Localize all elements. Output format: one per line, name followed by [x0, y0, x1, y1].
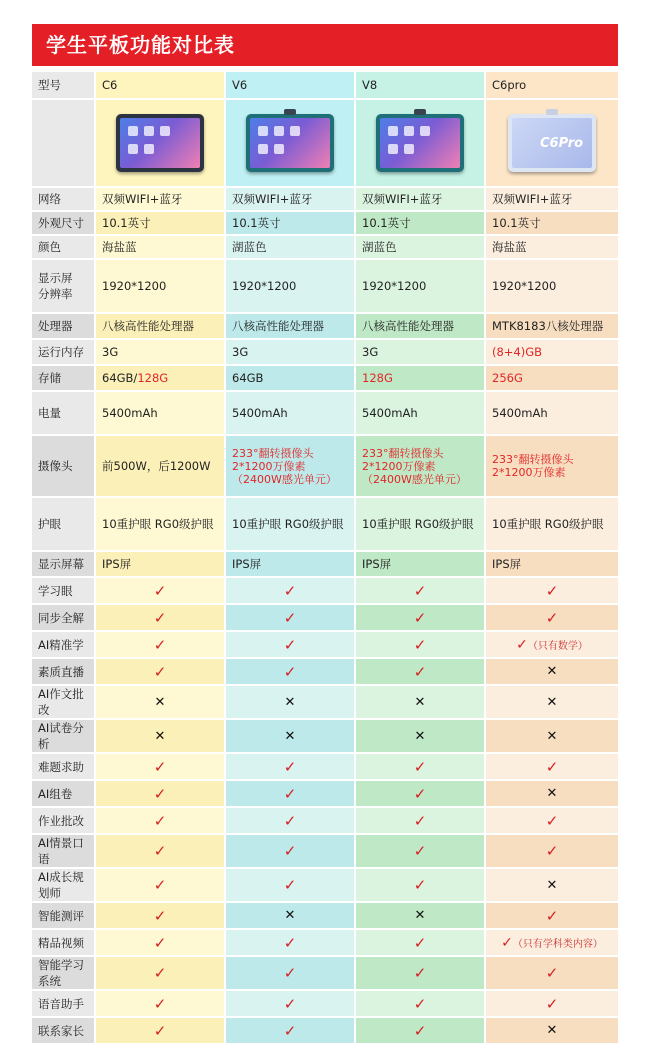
check-mark-icon: ✓ [283, 757, 297, 776]
camera-line: 2*1200万像素 [232, 459, 306, 473]
row-label: 电量 [32, 392, 96, 434]
check-mark-icon: ✓ [153, 933, 167, 952]
check-mark-icon: ✓ [413, 635, 427, 654]
check-mark-icon [226, 991, 356, 1016]
check-mark-icon: ✓ [545, 581, 559, 600]
spec-value: 双频WIFI+蓝牙 [356, 188, 486, 210]
feature-row [32, 1018, 618, 1043]
check-mark-icon [356, 754, 486, 779]
cross-mark-icon: ✕ [546, 694, 558, 710]
spec-value: 5400mAh [356, 392, 486, 434]
camera-line: 233°翻转摄像头 [232, 446, 314, 460]
product-image-label: C6Pro [540, 136, 584, 151]
row-label [32, 100, 96, 186]
spec-value: 1920*1200 [356, 260, 486, 312]
cross-mark-icon [486, 686, 618, 718]
check-mark-icon: ✓ [153, 581, 167, 600]
cross-mark-icon: ✕ [414, 694, 426, 710]
check-mark-icon [486, 835, 618, 867]
cross-mark-icon: ✕ [546, 786, 558, 801]
check-mark-icon [226, 930, 356, 955]
cross-mark-icon [226, 686, 356, 718]
spec-value: 64GB [226, 366, 356, 390]
check-mark-icon: ✓ [283, 581, 297, 600]
check-mark-icon [96, 781, 226, 806]
spec-value: 3G [356, 340, 486, 364]
spec-row-storage [32, 366, 618, 390]
cross-mark-icon [356, 720, 486, 752]
check-mark-icon [96, 659, 226, 684]
cross-mark-icon [486, 781, 618, 806]
cross-mark-icon [96, 720, 226, 752]
model-name-c6pro: C6pro [486, 72, 618, 98]
check-mark-icon: ✓ [413, 608, 427, 627]
check-mark-icon [356, 659, 486, 684]
check-mark-icon: ✓ [153, 906, 167, 925]
check-mark-icon [226, 659, 356, 684]
check-mark-icon [226, 605, 356, 630]
spec-row-processor [32, 314, 618, 338]
spec-value: 海盐蓝 [96, 236, 226, 258]
feature-row [32, 781, 618, 806]
spec-value: 10重护眼 RG0级护眼 [356, 498, 486, 550]
check-mark-icon [226, 957, 356, 989]
spec-value: 双频WIFI+蓝牙 [226, 188, 356, 210]
feature-row [32, 632, 618, 657]
spec-row-resolution [32, 260, 618, 312]
check-mark-icon [96, 957, 226, 989]
spec-value: 八核高性能处理器 [96, 314, 226, 338]
check-mark-icon: ✓ [153, 757, 167, 776]
spec-value: 10重护眼 RG0级护眼 [226, 498, 356, 550]
spec-row-camera [32, 436, 618, 496]
row-label: 难题求助 [32, 754, 96, 779]
check-mark-icon [356, 869, 486, 901]
feature-row [32, 957, 618, 989]
check-mark-icon: ✓ [153, 662, 167, 681]
check-mark-icon: ✓ [413, 1021, 427, 1040]
spec-value: 双频WIFI+蓝牙 [96, 188, 226, 210]
row-label: AI情景口语 [32, 835, 96, 867]
check-mark-icon: ✓ [545, 964, 559, 982]
check-mark-icon [356, 781, 486, 806]
check-mark-icon: ✓ [283, 933, 297, 952]
camera-line: （2400W感光单元） [362, 472, 467, 486]
check-mark-icon: ✓ [283, 784, 297, 803]
spec-value: MTK8183八核处理器 [486, 314, 618, 338]
cross-mark-icon: ✕ [284, 694, 296, 710]
check-mark-icon [96, 835, 226, 867]
check-mark-icon [486, 930, 618, 955]
check-mark-icon: ✓ [283, 994, 297, 1013]
check-mark-icon [356, 835, 486, 867]
check-mark-icon: ✓ [545, 811, 559, 830]
feature-row [32, 808, 618, 833]
check-mark-icon [226, 781, 356, 806]
spec-value: IPS屏 [356, 552, 486, 576]
check-mark-icon [226, 808, 356, 833]
check-mark-icon: ✓ [283, 1021, 297, 1040]
check-mark-icon [356, 991, 486, 1016]
page-title: 学生平板功能对比表 [32, 24, 618, 66]
spec-value: IPS屏 [486, 552, 618, 576]
feature-row [32, 720, 618, 752]
spec-value: 10重护眼 RG0级护眼 [486, 498, 618, 550]
product-image-v6 [226, 100, 356, 186]
feature-note: （只有学科类内容） [512, 938, 603, 950]
product-image-v8 [356, 100, 486, 186]
cross-mark-icon [356, 686, 486, 718]
feature-row [32, 869, 618, 901]
check-mark-icon: ✓ [413, 662, 427, 681]
cross-mark-icon: ✕ [414, 728, 426, 744]
camera-line: 2*1200万像素 [362, 459, 436, 473]
spec-row-color [32, 236, 618, 258]
model-name-v6: V6 [226, 72, 356, 98]
check-mark-icon [96, 605, 226, 630]
model-name-v8: V8 [356, 72, 486, 98]
cross-mark-icon: ✕ [546, 1023, 558, 1038]
spec-value: IPS屏 [96, 552, 226, 576]
cross-mark-icon [96, 686, 226, 718]
check-mark-icon [96, 869, 226, 901]
row-label: AI精准学 [32, 632, 96, 657]
check-mark-icon: ✓ [413, 964, 427, 982]
cross-mark-icon: ✕ [546, 728, 558, 744]
feature-row [32, 991, 618, 1016]
product-image-c6 [96, 100, 226, 186]
row-label: AI成长规划师 [32, 869, 96, 901]
check-mark-icon [486, 991, 618, 1016]
spec-row-network [32, 188, 618, 210]
spec-value [356, 436, 486, 496]
row-label: AI试卷分析 [32, 720, 96, 752]
check-mark-icon [356, 578, 486, 603]
check-mark-icon [486, 632, 618, 657]
cross-mark-icon: ✕ [154, 694, 166, 710]
spec-value: 3G [96, 340, 226, 364]
row-label: 型号 [32, 72, 96, 98]
cross-mark-icon [356, 903, 486, 928]
spec-value: 湖蓝色 [356, 236, 486, 258]
feature-row [32, 835, 618, 867]
check-mark-icon [96, 578, 226, 603]
feature-row [32, 659, 618, 684]
row-label: AI作文批改 [32, 686, 96, 718]
spec-value: 5400mAh [96, 392, 226, 434]
check-mark-icon [96, 808, 226, 833]
product-image-c6pro [486, 100, 618, 186]
cross-mark-icon [486, 659, 618, 684]
row-label: 语音助手 [32, 991, 96, 1016]
spec-value: 海盐蓝 [486, 236, 618, 258]
row-label: 素质直播 [32, 659, 96, 684]
cross-mark-icon: ✕ [154, 728, 166, 744]
check-mark-icon: ✓ [283, 811, 297, 830]
row-label: 外观尺寸 [32, 212, 96, 234]
row-label [32, 260, 96, 312]
spec-value: 3G [226, 340, 356, 364]
row-label: AI组卷 [32, 781, 96, 806]
spec-value: 256G [486, 366, 618, 390]
row-label: 学习眼 [32, 578, 96, 603]
spec-value: 湖蓝色 [226, 236, 356, 258]
spec-value: 5400mAh [486, 392, 618, 434]
spec-value: 10.1英寸 [356, 212, 486, 234]
model-header-row [32, 72, 618, 98]
spec-value: 1920*1200 [486, 260, 618, 312]
check-mark-icon: ✓ [545, 994, 559, 1013]
spec-value: 10.1英寸 [226, 212, 356, 234]
row-label: 显示屏幕 [32, 552, 96, 576]
check-mark-icon [96, 903, 226, 928]
check-mark-icon: ✓ [413, 581, 427, 600]
check-mark-icon: ✓ [501, 934, 513, 951]
spec-value: 5400mAh [226, 392, 356, 434]
spec-row-eye [32, 498, 618, 550]
row-label: 网络 [32, 188, 96, 210]
row-label: 护眼 [32, 498, 96, 550]
feature-row [32, 754, 618, 779]
check-mark-icon: ✓ [283, 964, 297, 982]
row-label: 运行内存 [32, 340, 96, 364]
check-mark-icon [96, 632, 226, 657]
spec-row-screen [32, 552, 618, 576]
check-mark-icon [226, 754, 356, 779]
check-mark-icon: ✓ [283, 842, 297, 860]
check-mark-icon: ✓ [153, 784, 167, 803]
spec-value: 10.1英寸 [96, 212, 226, 234]
check-mark-icon [96, 754, 226, 779]
check-mark-icon [226, 1018, 356, 1043]
check-mark-icon: ✓ [283, 662, 297, 681]
check-mark-icon: ✓ [413, 784, 427, 803]
model-name-c6: C6 [96, 72, 226, 98]
spec-value: (8+4)GB [486, 340, 618, 364]
spec-value [96, 366, 226, 390]
check-mark-icon [226, 578, 356, 603]
spec-row-ram [32, 340, 618, 364]
spec-row-size [32, 212, 618, 234]
check-mark-icon [356, 632, 486, 657]
check-mark-icon [486, 903, 618, 928]
spec-value: 前500W，后1200W [96, 436, 226, 496]
row-label: 精品视频 [32, 930, 96, 955]
check-mark-icon [226, 869, 356, 901]
check-mark-icon: ✓ [545, 906, 559, 925]
storage-upgrade: 128G [137, 371, 169, 385]
check-mark-icon [486, 957, 618, 989]
spec-value: 八核高性能处理器 [226, 314, 356, 338]
check-mark-icon [486, 754, 618, 779]
row-label: 联系家长 [32, 1018, 96, 1043]
check-mark-icon: ✓ [413, 811, 427, 830]
camera-line: 2*1200万像素 [492, 466, 566, 479]
check-mark-icon: ✓ [153, 964, 167, 982]
check-mark-icon [356, 1018, 486, 1043]
product-image-row [32, 100, 618, 186]
check-mark-icon: ✓ [545, 842, 559, 860]
cross-mark-icon: ✕ [284, 728, 296, 744]
check-mark-icon: ✓ [153, 994, 167, 1013]
feature-row [32, 686, 618, 718]
check-mark-icon: ✓ [283, 876, 297, 894]
spec-value [486, 436, 618, 496]
cross-mark-icon [486, 869, 618, 901]
check-mark-icon [226, 632, 356, 657]
cross-mark-icon: ✕ [546, 877, 558, 893]
check-mark-icon [226, 835, 356, 867]
feature-row [32, 605, 618, 630]
row-label: 颜色 [32, 236, 96, 258]
spec-value: 10重护眼 RG0级护眼 [96, 498, 226, 550]
camera-line: （2400W感光单元） [232, 472, 337, 486]
check-mark-icon: ✓ [516, 636, 528, 653]
check-mark-icon: ✓ [413, 876, 427, 894]
spec-value: 128G [356, 366, 486, 390]
cross-mark-icon [226, 720, 356, 752]
feature-row [32, 930, 618, 955]
row-label: 作业批改 [32, 808, 96, 833]
check-mark-icon: ✓ [413, 842, 427, 860]
check-mark-icon [486, 605, 618, 630]
check-mark-icon: ✓ [413, 757, 427, 776]
row-label: 存储 [32, 366, 96, 390]
check-mark-icon: ✓ [153, 608, 167, 627]
check-mark-icon [356, 605, 486, 630]
camera-line: 233°翻转摄像头 [492, 453, 574, 466]
check-mark-icon [486, 808, 618, 833]
spec-value [226, 436, 356, 496]
cross-mark-icon: ✕ [284, 908, 296, 923]
row-label: 智能测评 [32, 903, 96, 928]
spec-value: 1920*1200 [96, 260, 226, 312]
check-mark-icon: ✓ [153, 1021, 167, 1040]
spec-row-battery [32, 392, 618, 434]
check-mark-icon [486, 578, 618, 603]
check-mark-icon: ✓ [153, 811, 167, 830]
comparison-table [32, 70, 618, 1045]
camera-line: 233°翻转摄像头 [362, 446, 444, 460]
check-mark-icon [356, 957, 486, 989]
check-mark-icon: ✓ [283, 635, 297, 654]
check-mark-icon: ✓ [153, 876, 167, 894]
row-label-line: 显示屏 [38, 271, 73, 285]
check-mark-icon: ✓ [153, 635, 167, 654]
check-mark-icon: ✓ [545, 608, 559, 627]
check-mark-icon: ✓ [545, 757, 559, 776]
cross-mark-icon: ✕ [546, 664, 558, 679]
cross-mark-icon: ✕ [414, 908, 426, 923]
spec-value: IPS屏 [226, 552, 356, 576]
row-label-line: 分辨率 [38, 287, 73, 301]
check-mark-icon: ✓ [283, 608, 297, 627]
spec-value: 10.1英寸 [486, 212, 618, 234]
check-mark-icon [356, 808, 486, 833]
row-label: 智能学习系统 [32, 957, 96, 989]
row-label: 同步全解 [32, 605, 96, 630]
row-label: 摄像头 [32, 436, 96, 496]
storage-base: 64GB/ [102, 371, 138, 385]
cross-mark-icon [486, 1018, 618, 1043]
check-mark-icon: ✓ [153, 842, 167, 860]
cross-mark-icon [226, 903, 356, 928]
check-mark-icon [96, 991, 226, 1016]
feature-row [32, 903, 618, 928]
check-mark-icon [96, 1018, 226, 1043]
row-label: 处理器 [32, 314, 96, 338]
check-mark-icon: ✓ [413, 933, 427, 952]
cross-mark-icon [486, 720, 618, 752]
check-mark-icon [356, 930, 486, 955]
spec-value: 八核高性能处理器 [356, 314, 486, 338]
check-mark-icon [96, 930, 226, 955]
spec-value: 双频WIFI+蓝牙 [486, 188, 618, 210]
feature-note: （只有数学） [527, 640, 588, 652]
spec-value: 1920*1200 [226, 260, 356, 312]
check-mark-icon: ✓ [413, 994, 427, 1013]
feature-row [32, 578, 618, 603]
